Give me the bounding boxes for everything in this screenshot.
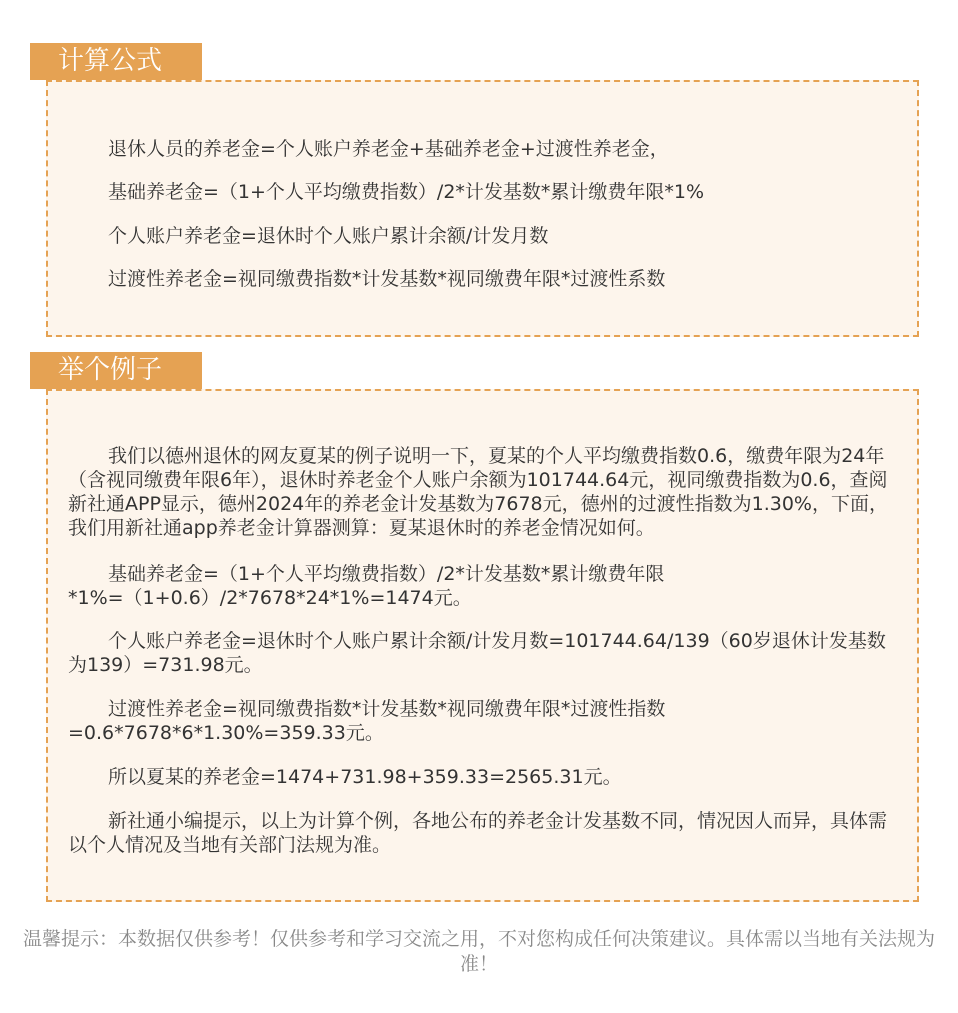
- example-box: [46, 389, 919, 902]
- formula-section-title: 计算公式: [30, 43, 202, 80]
- example-paragraph-intro: 我们以德州退休的网友夏某的例子说明一下，夏某的个人平均缴费指数0.6，缴费年限为24年（含视同缴费年限6年），退休时养老金个人账户余额为101744.64元，视同缴费指数为0.6，查阅新社通APP显示，德州2024年的养老金计发基数为7678元，德州的过渡性指数为1.30%，下面，我们用新社通app养老金计算器测算：夏某退休时的养老金情况如何。: [68, 445, 888, 539]
- formula-line-total: 退休人员的养老金=个人账户养老金+基础养老金+过渡性养老金，: [108, 138, 669, 160]
- formula-line-personal: 个人账户养老金=退休时个人账户累计余额/计发月数: [108, 225, 549, 247]
- formula-box: [46, 80, 919, 337]
- formula-line-transitional: 过渡性养老金=视同缴费指数*计发基数*视同缴费年限*过渡性系数: [108, 268, 666, 290]
- example-section-title: 举个例子: [30, 352, 202, 389]
- example-paragraph-total: 所以夏某的养老金=1474+731.98+359.33=2565.31元。: [108, 766, 622, 788]
- formula-line-basic: 基础养老金=（1+个人平均缴费指数）/2*计发基数*累计缴费年限*1%: [108, 181, 705, 203]
- example-paragraph-personal: 个人账户养老金=退休时个人账户累计余额/计发月数=101744.64/139（60岁退休计发基数为139）=731.98元。: [68, 630, 886, 676]
- example-paragraph-tip: 新社通小编提示，以上为计算个例，各地公布的养老金计发基数不同，情况因人而异，具体需以个人情况及当地有关部门法规为准。: [68, 810, 888, 856]
- example-paragraph-basic: 基础养老金=（1+个人平均缴费指数）/2*计发基数*累计缴费年限*1%=（1+0.6）/2*7678*24*1%=1474元。: [68, 563, 665, 609]
- disclaimer-notice: 温馨提示：本数据仅供参考！仅供参考和学习交流之用，不对您构成任何决策建议。具体需以当地有关法规为准！: [22, 928, 935, 975]
- example-paragraph-transitional: 过渡性养老金=视同缴费指数*计发基数*视同缴费年限*过渡性指数=0.6*7678*6*1.30%=359.33元。: [68, 698, 666, 744]
